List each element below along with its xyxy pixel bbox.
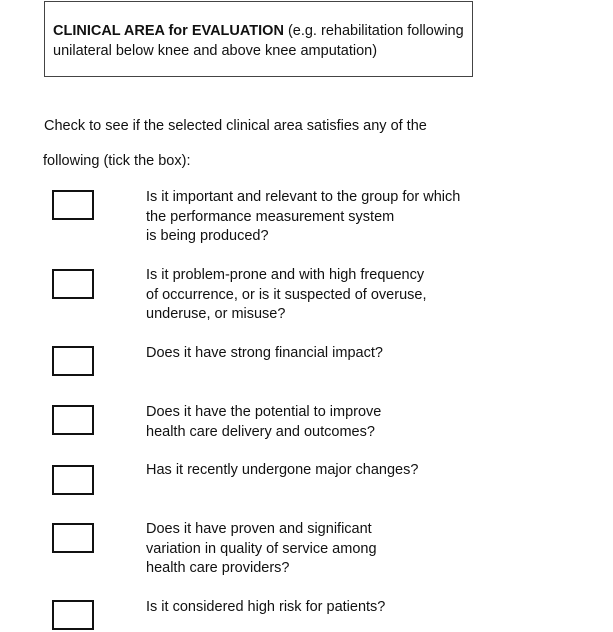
criterion-line: the performance measurement system xyxy=(146,208,395,225)
checkbox-high-risk[interactable] xyxy=(52,600,94,630)
criterion-line: Does it have proven and significant xyxy=(146,521,372,537)
clinical-area-example-line2: unilateral below knee and above knee amputation) xyxy=(53,43,378,59)
criterion-line: is being produced? xyxy=(146,228,269,244)
criterion-potential-improve xyxy=(146,403,381,442)
criterion-line: Has it recently undergone major changes? xyxy=(146,462,419,478)
checkbox-proven-variation[interactable] xyxy=(52,523,94,553)
checkbox-problem-prone[interactable] xyxy=(52,269,94,299)
instructions-line1: Check to see if the selected clinical area satisfies any of the xyxy=(44,118,427,134)
clinical-area-example-line1: (e.g. rehabilitation following xyxy=(283,23,464,39)
criterion-problem-prone xyxy=(146,266,426,325)
checkbox-financial-impact[interactable] xyxy=(52,346,94,376)
criterion-important-relevant xyxy=(146,188,460,247)
criterion-high-risk xyxy=(146,598,385,618)
checkbox-important-relevant[interactable] xyxy=(52,190,94,220)
criterion-line: Is it important and relevant to the group for which xyxy=(146,189,461,205)
instructions-line2: following (tick the box): xyxy=(43,153,191,169)
criterion-line: variation in quality of service among xyxy=(146,540,377,557)
criterion-line: underuse, or misuse? xyxy=(146,306,286,322)
criterion-financial-impact xyxy=(146,344,383,364)
clinical-area-box xyxy=(44,1,473,77)
criterion-line: of occurrence, or is it suspected of overuse, xyxy=(146,286,427,303)
criterion-line: Does it have the potential to improve xyxy=(146,404,382,420)
clinical-area-title: CLINICAL AREA for EVALUATION xyxy=(53,23,284,39)
criterion-major-changes xyxy=(146,461,418,481)
criterion-line: health care delivery and outcomes? xyxy=(146,423,375,440)
checkbox-potential-improve[interactable] xyxy=(52,405,94,435)
checkbox-major-changes[interactable] xyxy=(52,465,94,495)
criterion-line: Is it considered high risk for patients? xyxy=(146,599,386,615)
criterion-line: Does it have strong financial impact? xyxy=(146,345,383,361)
criterion-line: health care providers? xyxy=(146,560,290,576)
criterion-proven-variation xyxy=(146,520,377,579)
criterion-line: Is it problem-prone and with high frequency xyxy=(146,267,425,283)
